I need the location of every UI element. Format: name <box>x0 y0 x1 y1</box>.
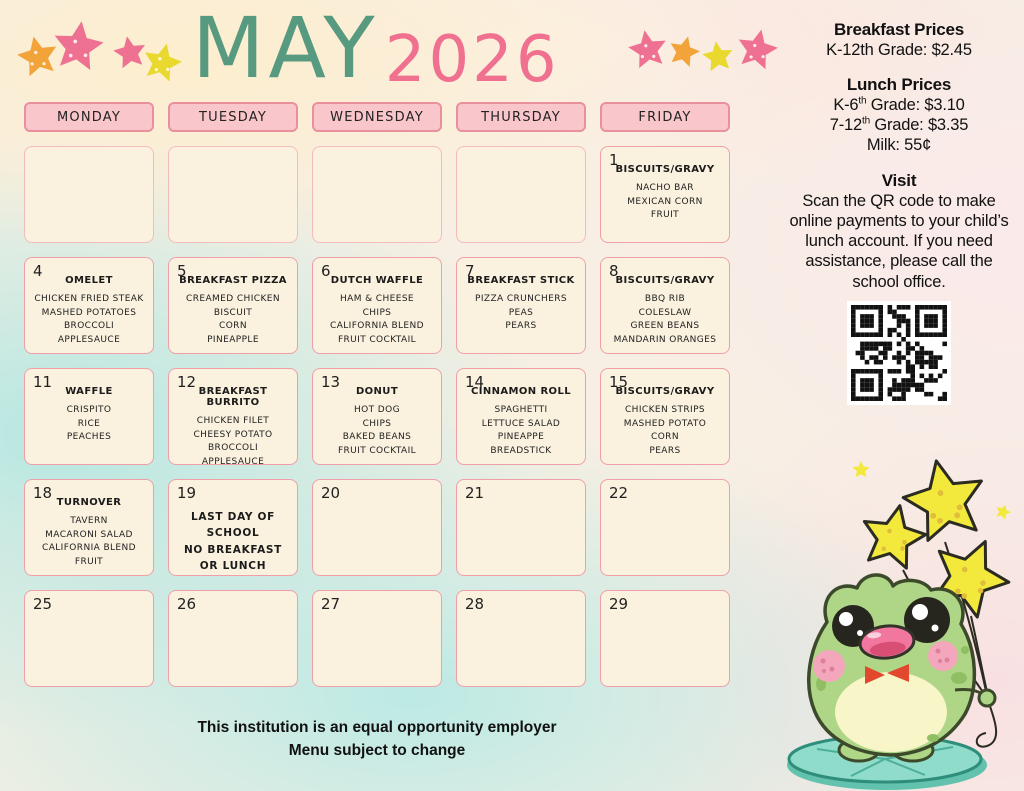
visit-heading: Visit <box>881 170 917 190</box>
menu-item: MASHED POTATO <box>623 418 707 429</box>
frog-hand <box>979 690 995 706</box>
menu-item: CHICKEN STRIPS <box>624 405 706 415</box>
star-dot <box>750 55 753 58</box>
menu-item: CHIPS <box>362 418 392 429</box>
star-dot <box>761 55 764 58</box>
star-dot <box>957 504 963 510</box>
menu-item: BISCUIT <box>213 307 253 318</box>
menu-item: PEACHES <box>66 432 112 442</box>
breakfast-prices <box>782 20 1016 60</box>
star-dot <box>73 40 77 44</box>
menu-items <box>171 293 295 347</box>
star-dot <box>938 490 944 496</box>
menu-item: COLESLAW <box>638 307 692 318</box>
menu-item: BREADSTICK <box>490 445 552 456</box>
menu-item: BROCCOLI <box>207 443 259 453</box>
menu-item: APPLESAUCE <box>201 456 265 467</box>
sidebar <box>782 20 1016 405</box>
star-icon <box>852 461 869 477</box>
menu-title: CINNAMON ROLL <box>471 386 571 397</box>
calendar-cell-may-14 <box>456 368 586 465</box>
menu-title: BISCUITS/GRAVY <box>615 386 715 397</box>
menu-item: PEAS <box>508 307 534 318</box>
calendar-cell-empty <box>168 146 298 243</box>
day-number: 29 <box>609 595 629 613</box>
menu-item: PINEAPPLE <box>207 334 259 345</box>
milk-price-line: Milk: 55¢ <box>866 136 932 155</box>
calendar-cell-may-21 <box>456 479 586 576</box>
day-number: 19 <box>177 484 197 502</box>
star-dot <box>954 512 960 518</box>
menu-title: TURNOVER <box>56 497 122 508</box>
day-header-tuesday: TUESDAY <box>168 102 298 132</box>
menu-items <box>459 404 583 458</box>
menu-title: BREAKFAST PIZZA <box>179 275 287 286</box>
menu-item: FRUIT <box>74 556 104 567</box>
menu-item: CHICKEN FILET <box>196 416 270 426</box>
cell-note <box>171 509 295 574</box>
star-dot <box>644 44 647 47</box>
menu-item: CREAMED CHICKEN <box>186 294 280 304</box>
day-header-friday: FRIDAY <box>600 102 730 132</box>
star-icon <box>903 461 981 541</box>
star-icon <box>702 41 732 71</box>
title-month: MAY <box>192 0 379 97</box>
menu-item: PINEAPPE <box>497 432 545 442</box>
star-dot <box>930 513 936 519</box>
day-number: 21 <box>465 484 485 502</box>
menu-items <box>603 182 727 223</box>
calendar-cell-may-25 <box>24 590 154 687</box>
day-number: 15 <box>609 373 629 391</box>
breakfast-price-line: K-12th Grade: $2.45 <box>826 41 972 59</box>
day-number: 4 <box>33 262 43 280</box>
day-number: 7 <box>465 262 475 280</box>
menu-item: CHEESY POTATO <box>193 429 273 440</box>
visit-body: Scan the QR code to make online payments to your child’s lunch account. If you need assistance, please call the school office. <box>789 191 1009 291</box>
star-dot <box>641 55 644 58</box>
star-dot <box>881 547 886 552</box>
menu-item: HOT DOG <box>354 405 400 415</box>
star-icon <box>628 30 666 68</box>
calendar-cell-may-5 <box>168 257 298 354</box>
day-number: 5 <box>177 262 187 280</box>
star-dot <box>962 567 968 573</box>
menu-item: APPLESAUCE <box>57 334 121 345</box>
calendar-cell-may-29 <box>600 590 730 687</box>
menu-item: MACARONI SALAD <box>45 529 133 540</box>
calendar-cell-may-7 <box>456 257 586 354</box>
calendar-cell-may-26 <box>168 590 298 687</box>
lunch-price-line-1: K-6th Grade: $3.10 <box>833 95 965 115</box>
star-dot <box>902 540 907 545</box>
day-number: 1 <box>609 151 619 169</box>
star-icon <box>145 44 182 82</box>
note-line: SCHOOL <box>206 527 260 540</box>
menu-item: CORN <box>651 432 679 442</box>
day-number: 27 <box>321 595 341 613</box>
menu-item: CHIPS <box>362 307 392 318</box>
star-icon <box>996 505 1011 520</box>
menu-item: NACHO BAR <box>636 183 694 193</box>
menu-item: FRUIT COCKTAIL <box>337 334 417 345</box>
menu-items <box>27 515 151 569</box>
menu-title: OMELET <box>65 275 113 286</box>
calendar-cell-may-18 <box>24 479 154 576</box>
menu-items <box>27 404 151 445</box>
menu-item: FRUIT <box>650 210 680 220</box>
star-dot <box>955 588 961 594</box>
star-dot <box>980 580 986 586</box>
calendar-cell-may-8 <box>600 257 730 354</box>
menu-item: CALIFORNIA BLEND <box>42 543 136 553</box>
menu-items <box>459 293 583 334</box>
menu-item: LETTUCE SALAD <box>481 418 561 429</box>
calendar-cell-may-11 <box>24 368 154 465</box>
menu-item: GREEN BEANS <box>630 321 700 331</box>
calendar-cell-empty <box>312 146 442 243</box>
star-dot <box>31 62 34 65</box>
calendar-cell-may-15 <box>600 368 730 465</box>
day-number: 6 <box>321 262 331 280</box>
menu-item: SPAGHETTI <box>494 405 548 415</box>
calendar-cell-may-13 <box>312 368 442 465</box>
menu-items <box>603 293 727 347</box>
menu-item: BBQ RIB <box>644 294 686 304</box>
star-dot <box>84 53 88 57</box>
menu-title: WAFFLE <box>65 386 113 397</box>
day-number: 14 <box>465 373 485 391</box>
day-number: 20 <box>321 484 341 502</box>
day-number: 8 <box>609 262 619 280</box>
menu-item: TAVERN <box>70 516 108 526</box>
star-dot <box>69 54 73 58</box>
calendar-cell-empty <box>24 146 154 243</box>
menu-title: BISCUITS/GRAVY <box>615 164 715 175</box>
star-dot <box>961 593 967 599</box>
calendar-cell-may-1 <box>600 146 730 243</box>
menu-items <box>27 293 151 347</box>
page-title <box>192 0 612 102</box>
star-icon <box>739 30 778 70</box>
menu-item: CRISPITO <box>66 405 112 415</box>
menu-item: FRUIT COCKTAIL <box>337 445 417 456</box>
star-dot <box>166 68 169 71</box>
menu-item: MASHED POTATOES <box>41 307 137 318</box>
menu-item: PIZZA CRUNCHERS <box>475 294 567 304</box>
frog-illustration <box>775 440 1024 791</box>
day-header-monday: MONDAY <box>24 102 154 132</box>
menu-item: CALIFORNIA BLEND <box>330 321 424 331</box>
menu-item: CHICKEN FRIED STEAK <box>34 294 144 304</box>
calendar-cell-may-22 <box>600 479 730 576</box>
day-number: 25 <box>33 595 53 613</box>
menu-item: HAM & CHEESE <box>339 294 415 304</box>
visit-section <box>782 171 1016 292</box>
calendar-cell-may-4 <box>24 257 154 354</box>
star-dot <box>34 51 37 54</box>
menu-item: RICE <box>77 418 101 429</box>
menu-title: DONUT <box>355 386 399 397</box>
calendar-cell-may-19 <box>168 479 298 576</box>
calendar-cell-may-27 <box>312 590 442 687</box>
menu-items <box>603 404 727 458</box>
day-number: 22 <box>609 484 629 502</box>
star-dot <box>652 55 655 58</box>
menu-title: BISCUITS/GRAVY <box>615 275 715 286</box>
qr-code <box>847 301 951 405</box>
day-number: 11 <box>33 373 53 391</box>
footer-line-1: This institution is an equal opportunity employer <box>197 719 557 736</box>
star-icon <box>113 36 145 68</box>
menu-title: BREAKFAST BURRITO <box>198 386 268 408</box>
menu-item: MEXICAN CORN <box>627 196 703 207</box>
calendar-cell-empty <box>456 146 586 243</box>
menu-items <box>171 415 295 469</box>
day-number: 18 <box>33 484 53 502</box>
day-number: 12 <box>177 373 197 391</box>
star-icon <box>864 506 925 568</box>
calendar-cell-may-12 <box>168 368 298 465</box>
lunch-price-line-2: 7-12th Grade: $3.35 <box>829 115 969 135</box>
qr-code-icon <box>851 305 947 401</box>
menu-title: DUTCH WAFFLE <box>330 275 424 286</box>
star-dot <box>887 529 892 534</box>
day-header-thursday: THURSDAY <box>456 102 586 132</box>
menu-item: BAKED BEANS <box>342 432 412 442</box>
day-header-wednesday: WEDNESDAY <box>312 102 442 132</box>
menu-item: MANDARIN ORANGES <box>613 334 717 345</box>
footer-line-2: Menu subject to change <box>288 742 466 760</box>
menu-title: BREAKFAST STICK <box>467 275 575 286</box>
star-dot <box>158 57 161 60</box>
day-number: 26 <box>177 595 197 613</box>
lunch-prices-heading: Lunch Prices <box>846 75 952 95</box>
footer <box>24 716 730 763</box>
star-dot <box>978 588 984 594</box>
menu-item: PEARS <box>649 445 681 456</box>
breakfast-prices-heading: Breakfast Prices <box>833 20 965 39</box>
calendar-grid <box>24 102 730 687</box>
day-number: 28 <box>465 595 485 613</box>
star-icon <box>55 21 104 70</box>
title-year: 2026 <box>384 23 560 97</box>
calendar-cell-may-6 <box>312 257 442 354</box>
menu-item: BROCCOLI <box>63 321 115 331</box>
note-line: LAST DAY OF <box>190 511 276 523</box>
menu-items <box>315 404 439 458</box>
star-dot <box>937 518 943 524</box>
calendar-cell-may-28 <box>456 590 586 687</box>
star-dot <box>155 68 158 71</box>
star-icon <box>671 37 700 67</box>
star-dot <box>753 44 756 47</box>
note-line: OR LUNCH <box>199 559 267 572</box>
star-dot <box>900 546 905 551</box>
day-number: 13 <box>321 373 341 391</box>
star-dot <box>42 62 45 65</box>
menu-item: PEARS <box>505 321 537 331</box>
lunch-prices <box>782 75 1016 155</box>
menu-items <box>315 293 439 347</box>
calendar-cell-may-20 <box>312 479 442 576</box>
star-icon <box>17 37 56 77</box>
menu-item: CORN <box>219 321 247 331</box>
note-line: NO BREAKFAST <box>183 543 283 556</box>
